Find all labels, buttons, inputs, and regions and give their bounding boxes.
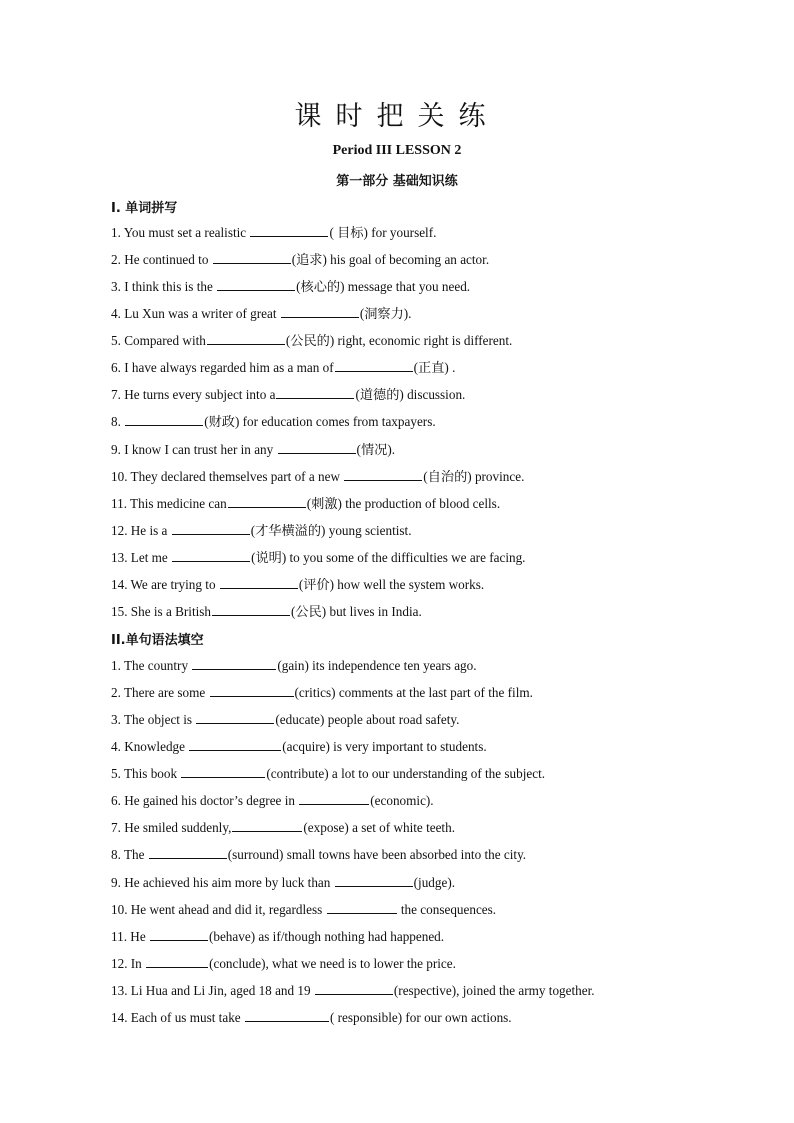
question-text-after: (judge). — [413, 874, 456, 890]
answer-blank[interactable] — [335, 874, 413, 887]
question-text-before: 11. He — [111, 928, 149, 944]
page-title: 课时把关练 — [294, 101, 500, 132]
answer-blank[interactable] — [217, 278, 295, 291]
exercise-item — [111, 603, 751, 630]
question-text-after: the consequences. — [397, 901, 497, 917]
question-text-before: 2. He continued to — [111, 252, 212, 268]
answer-blank[interactable] — [192, 657, 276, 670]
exercise-item — [111, 684, 751, 711]
exercise-item — [111, 386, 751, 413]
question-text-after: (公民的) right, economic right is different. — [285, 333, 513, 349]
exercise-item — [111, 657, 751, 684]
answer-blank[interactable] — [146, 955, 208, 968]
answer-blank[interactable] — [207, 332, 285, 345]
answer-blank[interactable] — [196, 711, 274, 724]
answer-blank[interactable] — [220, 576, 298, 589]
section-heading-grammar: II.单句语法填空 — [111, 633, 204, 648]
question-text-before: 12. He is a — [111, 522, 171, 538]
question-text-before: 3. The object is — [111, 712, 196, 728]
answer-blank[interactable] — [281, 305, 359, 318]
answer-blank[interactable] — [335, 359, 413, 372]
exercise-item — [111, 413, 751, 440]
question-text-after: (自治的) province. — [423, 468, 525, 484]
exercise-item — [111, 224, 751, 251]
question-text-after: (正直) . — [413, 360, 456, 376]
spelling-exercise-list — [111, 224, 751, 630]
question-text-before: 14. Each of us must take — [111, 1009, 244, 1025]
exercise-item — [111, 1009, 751, 1036]
question-text-after: (respective), joined the army together. — [393, 982, 595, 998]
question-text-after: (educate) people about road safety. — [275, 712, 460, 728]
exercise-item — [111, 332, 751, 359]
question-text-before: 12. In — [111, 955, 146, 971]
exercise-item — [111, 955, 751, 982]
question-text-after: (critics) comments at the last part of the film. — [294, 685, 533, 701]
question-text-before: 8. — [111, 414, 125, 430]
question-text-before: 13. Let me — [111, 549, 172, 565]
question-text-after: (情况). — [356, 441, 396, 457]
grammar-exercise-list — [111, 657, 751, 1036]
exercise-item — [111, 468, 751, 495]
answer-blank[interactable] — [172, 549, 250, 562]
question-text-before: 9. I know I can trust her in any — [111, 441, 277, 457]
question-text-before: 4. Knowledge — [111, 739, 189, 755]
question-text-after: ( responsible) for our own actions. — [329, 1009, 512, 1025]
answer-blank[interactable] — [315, 982, 393, 995]
question-text-after: (说明) to you some of the difficulties we are facing. — [251, 549, 526, 565]
question-text-after: ( 目标) for yourself. — [329, 225, 437, 240]
answer-blank[interactable] — [213, 251, 291, 264]
exercise-item — [111, 549, 751, 576]
exercise-item — [111, 982, 751, 1009]
answer-blank[interactable] — [149, 846, 227, 859]
question-text-before: 3. I think this is the — [111, 279, 217, 295]
answer-blank[interactable] — [172, 522, 250, 535]
answer-blank[interactable] — [210, 684, 294, 697]
answer-blank[interactable] — [276, 386, 354, 399]
question-text-before: 6. He gained his doctor’s degree in — [111, 793, 299, 809]
question-text-after: (刺激) the production of blood cells. — [306, 495, 501, 511]
answer-blank[interactable] — [228, 495, 306, 508]
question-text-before: 4. Lu Xun was a writer of great — [111, 306, 280, 322]
answer-blank[interactable] — [278, 441, 356, 454]
question-text-before: 9. He achieved his aim more by luck than — [111, 874, 334, 890]
question-text-before: 11. This medicine can — [111, 495, 227, 511]
exercise-item — [111, 792, 751, 819]
question-text-before: 2. There are some — [111, 685, 209, 701]
answer-blank[interactable] — [212, 603, 290, 616]
question-text-after: (expose) a set of white teeth. — [303, 820, 455, 836]
question-text-after: (contribute) a lot to our understanding of the subject. — [266, 766, 546, 782]
question-text-before: 5. This book — [111, 766, 181, 782]
exercise-item — [111, 874, 751, 901]
question-text-after: (gain) its independence ten years ago. — [277, 658, 477, 673]
question-text-after: (economic). — [370, 793, 434, 809]
exercise-item — [111, 711, 751, 738]
question-text-after: (才华横溢的) young scientist. — [250, 522, 412, 538]
exercise-item — [111, 846, 751, 873]
exercise-item — [111, 441, 751, 468]
question-text-after: (公民) but lives in India. — [291, 603, 422, 619]
exercise-item — [111, 495, 751, 522]
answer-blank[interactable] — [189, 738, 281, 751]
question-text-after: (洞察力). — [359, 306, 412, 322]
question-text-before: 1. You must set a realistic — [111, 225, 250, 240]
question-text-before: 15. She is a British — [111, 603, 212, 619]
exercise-item — [111, 359, 751, 386]
exercise-item — [111, 278, 751, 305]
question-text-after: (核心的) message that you need. — [296, 279, 471, 295]
part-subtitle: 第一部分 基础知识练 — [336, 174, 458, 189]
exercise-item — [111, 305, 751, 332]
exercise-item — [111, 765, 751, 792]
question-text-before: 10. He went ahead and did it, regardless — [111, 901, 326, 917]
question-text-before: 10. They declared themselves part of a new — [111, 468, 344, 484]
question-text-after: (评价) how well the system works. — [298, 576, 485, 592]
question-text-after: (behave) as if/though nothing had happened. — [208, 928, 445, 944]
question-text-before: 14. We are trying to — [111, 576, 219, 592]
exercise-item — [111, 738, 751, 765]
question-text-before: 13. Li Hua and Li Jin, aged 18 and 19 — [111, 982, 314, 998]
answer-blank[interactable] — [232, 819, 302, 832]
section-heading-spelling: I. 单词拼写 — [111, 201, 178, 216]
exercise-item — [111, 576, 751, 603]
answer-blank[interactable] — [299, 792, 369, 805]
answer-blank[interactable] — [150, 928, 208, 941]
exercise-item — [111, 819, 751, 846]
question-text-before: 8. The — [111, 847, 148, 863]
answer-blank[interactable] — [327, 901, 397, 914]
answer-blank[interactable] — [181, 765, 265, 778]
question-text-after: (道德的) discussion. — [355, 387, 466, 403]
lesson-subtitle: Period III LESSON 2 — [332, 143, 462, 158]
answer-blank[interactable] — [125, 413, 203, 426]
exercise-item — [111, 251, 751, 278]
question-text-after: (acquire) is very important to students. — [282, 739, 487, 755]
answer-blank[interactable] — [250, 224, 328, 237]
answer-blank[interactable] — [344, 468, 422, 481]
question-text-before: 7. He turns every subject into a — [111, 387, 276, 403]
question-text-after: (追求) his goal of becoming an actor. — [291, 252, 490, 268]
question-text-after: (conclude), what we need is to lower the price. — [209, 955, 456, 971]
question-text-before: 6. I have always regarded him as a man of — [111, 360, 334, 376]
exercise-item — [111, 928, 751, 955]
question-text-before: 5. Compared with — [111, 333, 206, 349]
exercise-item — [111, 522, 751, 549]
answer-blank[interactable] — [245, 1009, 329, 1022]
question-text-before: 1. The country — [111, 658, 192, 673]
question-text-after: (surround) small towns have been absorbed into the city. — [227, 847, 527, 863]
question-text-after: (财政) for education comes from taxpayers. — [204, 414, 436, 430]
question-text-before: 7. He smiled suddenly, — [111, 820, 232, 836]
exercise-item — [111, 901, 751, 928]
